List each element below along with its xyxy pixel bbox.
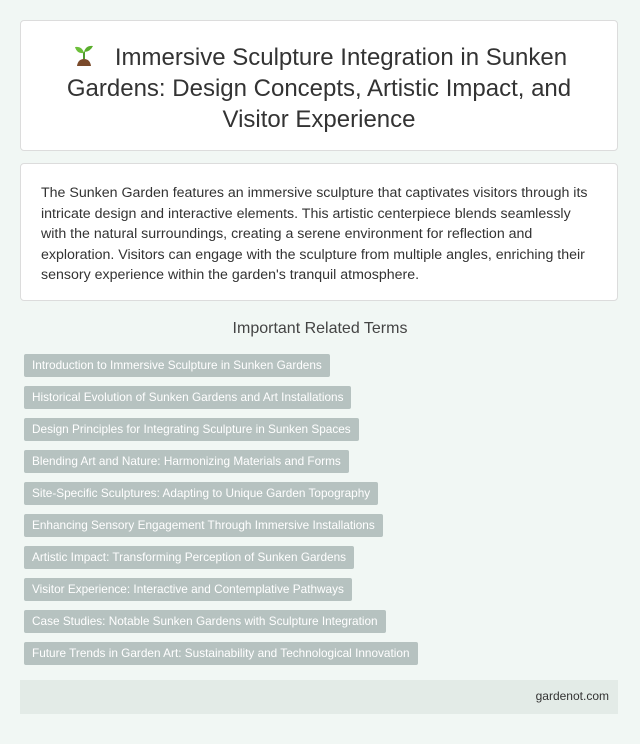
related-term-tag[interactable]: Site-Specific Sculptures: Adapting to Unique Garden Topography: [24, 482, 378, 505]
page-title-text: Immersive Sculpture Integration in Sunken Gardens: Design Concepts, Artistic Impact, and Visitor Experience: [66, 44, 572, 133]
related-term-tag[interactable]: Visitor Experience: Interactive and Contemplative Pathways: [24, 578, 352, 601]
related-terms-heading: Important Related Terms: [232, 320, 408, 337]
related-term-tag[interactable]: Blending Art and Nature: Harmonizing Materials and Forms: [24, 450, 349, 473]
related-term-tag[interactable]: Artistic Impact: Transforming Perception of Sunken Gardens: [24, 546, 354, 569]
description-text: The Sunken Garden features an immersive sculpture that captivates visitors through its intricate design and interactive elements. This artistic centerpiece blends seamlessly with the natural surroundings, creating a serene environment for reflection and exploration. Visitors can engage with the sculpture from multiple angles, enriching their sensory experience within the garden's tranquil atmosphere.: [41, 185, 588, 283]
related-term-tag[interactable]: Case Studies: Notable Sunken Gardens with Sculpture Integration: [24, 610, 386, 633]
related-terms-list: [24, 354, 624, 674]
footer-site-link[interactable]: gardenot.com: [535, 689, 609, 703]
sprout-icon: [71, 44, 97, 68]
related-term-tag[interactable]: Historical Evolution of Sunken Gardens and Art Installations: [24, 386, 351, 409]
page-title: [41, 42, 597, 135]
related-term-tag[interactable]: Introduction to Immersive Sculpture in Sunken Gardens: [24, 354, 330, 377]
related-term-tag[interactable]: Design Principles for Integrating Sculpture in Sunken Spaces: [24, 418, 359, 441]
footer: [20, 680, 618, 714]
description-card: [20, 163, 618, 301]
related-term-tag[interactable]: Future Trends in Garden Art: Sustainability and Technological Innovation: [24, 642, 418, 665]
related-term-tag[interactable]: Enhancing Sensory Engagement Through Immersive Installations: [24, 514, 383, 537]
title-card: [20, 20, 618, 151]
